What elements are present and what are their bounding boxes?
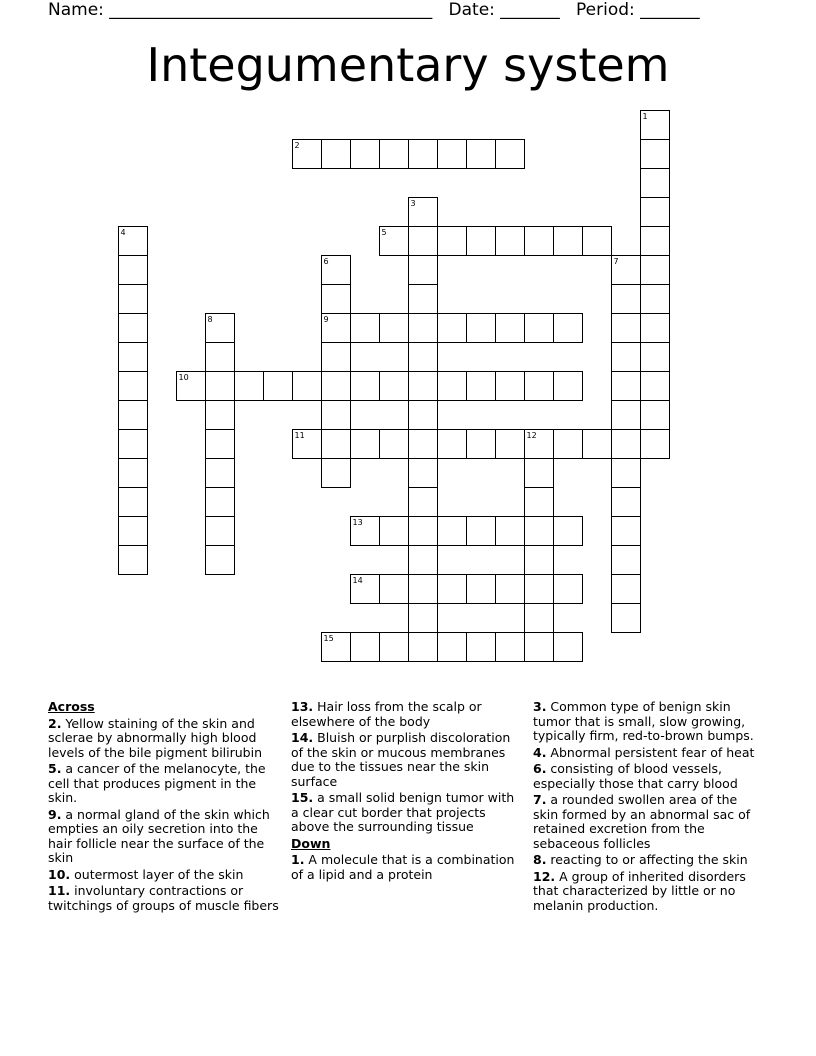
grid-cell[interactable] <box>118 487 148 517</box>
grid-cell[interactable] <box>640 342 670 372</box>
grid-cell[interactable] <box>611 400 641 430</box>
grid-cell[interactable] <box>524 458 554 488</box>
grid-cell[interactable] <box>379 574 409 604</box>
clue-item-text: Common type of benign skin tumor that is small, slow growing, typically firm, red-to-brown bumps. <box>533 699 754 743</box>
grid-cell[interactable] <box>524 574 554 604</box>
grid-cell[interactable] <box>437 632 467 662</box>
grid-cell[interactable] <box>408 574 438 604</box>
grid-cell[interactable] <box>205 342 235 372</box>
clue-number: 13 <box>352 517 363 527</box>
clue-item-number: 10. <box>48 866 71 882</box>
grid-cell[interactable] <box>408 400 438 430</box>
grid-cell[interactable] <box>292 139 322 169</box>
clue-section-heading: Down <box>291 835 331 851</box>
grid-cell[interactable] <box>408 139 438 169</box>
name-label: Name: <box>48 0 104 20</box>
page-title: Integumentary system <box>146 38 670 92</box>
grid-cell[interactable] <box>118 429 148 459</box>
clue-item-text: A group of inherited disorders that characterized by little or no melanin production. <box>533 868 746 913</box>
grid-cell[interactable] <box>640 226 670 256</box>
grid-cell[interactable] <box>408 284 438 314</box>
clue-item <box>533 762 765 791</box>
clue-item <box>48 762 280 806</box>
grid-cell[interactable] <box>553 371 583 401</box>
clue-item-number: 5. <box>48 761 62 776</box>
grid-cell[interactable] <box>495 371 525 401</box>
grid-cell[interactable] <box>640 255 670 285</box>
grid-cell[interactable] <box>466 139 496 169</box>
grid-cell[interactable] <box>234 371 264 401</box>
clue-number: 12 <box>526 430 537 440</box>
grid-cell[interactable] <box>408 603 438 633</box>
clue-item-text: reacting to or affecting the skin <box>546 852 748 867</box>
grid-cell[interactable] <box>524 487 554 517</box>
grid-cell[interactable] <box>350 371 380 401</box>
grid-cell[interactable] <box>321 284 351 314</box>
grid-cell[interactable] <box>321 342 351 372</box>
grid-cell[interactable] <box>176 371 206 401</box>
grid-cell[interactable] <box>408 255 438 285</box>
clue-item-text: involuntary contractions or twitchings of groups of muscle fibers <box>48 883 279 913</box>
grid-cell[interactable] <box>379 139 409 169</box>
clue-item-number: 4. <box>533 744 547 760</box>
grid-cell[interactable] <box>495 226 525 256</box>
grid-cell[interactable] <box>321 458 351 488</box>
grid-cell[interactable] <box>466 632 496 662</box>
grid-cell[interactable] <box>118 516 148 546</box>
clue-item <box>533 853 765 868</box>
grid-cell[interactable] <box>350 139 380 169</box>
grid-cell[interactable] <box>350 429 380 459</box>
grid-cell[interactable] <box>321 371 351 401</box>
grid-cell[interactable] <box>437 429 467 459</box>
grid-cell[interactable] <box>553 574 583 604</box>
clue-number: 15 <box>323 633 334 643</box>
date-blank[interactable]: _______ <box>500 0 560 20</box>
grid-cell[interactable] <box>118 371 148 401</box>
clue-number: 7 <box>613 256 619 266</box>
grid-cell[interactable] <box>118 400 148 430</box>
grid-cell[interactable] <box>495 574 525 604</box>
grid-cell[interactable] <box>408 632 438 662</box>
grid-cell[interactable] <box>553 313 583 343</box>
clue-item-number: 6. <box>533 761 547 776</box>
grid-cell[interactable] <box>321 429 351 459</box>
clue-item-number: 11. <box>48 883 71 898</box>
grid-cell[interactable] <box>321 139 351 169</box>
clue-item-number: 8. <box>533 852 547 867</box>
grid-cell[interactable] <box>321 255 351 285</box>
grid-cell[interactable] <box>350 632 380 662</box>
clue-item <box>533 746 765 761</box>
clue-item-number: 15. <box>291 790 314 805</box>
clue-item-number: 7. <box>533 792 547 807</box>
clue-item-text: Yellow staining of the skin and sclerae by abnormally high blood levels of the bile pigment bilirubin <box>48 715 263 760</box>
grid-cell[interactable] <box>437 574 467 604</box>
grid-cell[interactable] <box>495 313 525 343</box>
grid-cell[interactable] <box>437 139 467 169</box>
grid-cell[interactable] <box>582 429 612 459</box>
clues-column-2 <box>291 700 523 884</box>
grid-cell[interactable] <box>118 313 148 343</box>
clue-item <box>291 700 523 729</box>
grid-cell[interactable] <box>408 342 438 372</box>
grid-cell[interactable] <box>495 632 525 662</box>
grid-cell[interactable] <box>408 545 438 575</box>
grid-cell[interactable] <box>205 458 235 488</box>
grid-cell[interactable] <box>205 313 235 343</box>
grid-cell[interactable] <box>611 458 641 488</box>
grid-cell[interactable] <box>524 313 554 343</box>
grid-cell[interactable] <box>350 574 380 604</box>
grid-cell[interactable] <box>408 371 438 401</box>
clue-number: 11 <box>294 430 305 440</box>
clue-item-text: consisting of blood vessels, especially those that carry blood <box>533 761 738 791</box>
grid-cell[interactable] <box>524 371 554 401</box>
clue-number: 14 <box>352 575 363 585</box>
grid-cell[interactable] <box>640 284 670 314</box>
grid-cell[interactable] <box>553 226 583 256</box>
grid-cell[interactable] <box>321 632 351 662</box>
date-label: Date: <box>448 0 495 20</box>
clue-item <box>291 791 523 835</box>
grid-cell[interactable] <box>466 574 496 604</box>
grid-cell[interactable] <box>611 255 641 285</box>
grid-cell[interactable] <box>379 313 409 343</box>
clue-item <box>533 870 765 914</box>
grid-cell[interactable] <box>640 400 670 430</box>
grid-cell[interactable] <box>379 371 409 401</box>
clue-item-number: 14. <box>291 730 314 745</box>
grid-cell[interactable] <box>611 371 641 401</box>
grid-cell[interactable] <box>321 400 351 430</box>
grid-cell[interactable] <box>118 545 148 575</box>
grid-cell[interactable] <box>611 487 641 517</box>
grid-cell[interactable] <box>292 371 322 401</box>
grid-cell[interactable] <box>611 516 641 546</box>
clue-number: 9 <box>323 314 329 324</box>
clue-item <box>291 731 523 789</box>
clue-item <box>48 884 280 913</box>
grid-cell[interactable] <box>611 545 641 575</box>
grid-cell[interactable] <box>118 458 148 488</box>
grid-cell[interactable] <box>118 284 148 314</box>
grid-cell[interactable] <box>408 226 438 256</box>
grid-cell[interactable] <box>524 429 554 459</box>
grid-cell[interactable] <box>640 139 670 169</box>
clue-item-text: Bluish or purplish discoloration of the skin or mucous membranes due to the tissues near the skin surface <box>291 730 511 789</box>
grid-cell[interactable] <box>611 313 641 343</box>
grid-cell[interactable] <box>466 371 496 401</box>
clue-item <box>48 717 280 761</box>
clue-item-number: 13. <box>291 699 314 714</box>
grid-cell[interactable] <box>524 545 554 575</box>
grid-cell[interactable] <box>553 632 583 662</box>
clue-item <box>48 808 280 866</box>
grid-cell[interactable] <box>524 516 554 546</box>
grid-cell[interactable] <box>379 226 409 256</box>
grid-cell[interactable] <box>205 371 235 401</box>
grid-cell[interactable] <box>466 429 496 459</box>
grid-cell[interactable] <box>524 226 554 256</box>
grid-cell[interactable] <box>640 197 670 227</box>
clue-item <box>291 853 523 882</box>
grid-cell[interactable] <box>640 313 670 343</box>
clue-number: 2 <box>294 140 300 150</box>
grid-cell[interactable] <box>408 458 438 488</box>
grid-cell[interactable] <box>292 429 322 459</box>
clue-item-number: 9. <box>48 806 62 822</box>
clue-number: 1 <box>642 111 648 121</box>
grid-cell[interactable] <box>611 574 641 604</box>
grid-cell[interactable] <box>640 371 670 401</box>
grid-cell[interactable] <box>611 603 641 633</box>
clue-number: 3 <box>410 198 416 208</box>
grid-cell[interactable] <box>553 516 583 546</box>
clue-item-text: A molecule that is a combination of a lipid and a protein <box>291 852 515 882</box>
period-label: Period: <box>576 0 635 20</box>
clue-item-text: a normal gland of the skin which empties an oily secretion into the hair follicle near the surface of the skin <box>48 806 270 865</box>
grid-cell[interactable] <box>205 487 235 517</box>
grid-cell[interactable] <box>408 516 438 546</box>
grid-cell[interactable] <box>466 516 496 546</box>
grid-cell[interactable] <box>118 342 148 372</box>
grid-cell[interactable] <box>611 342 641 372</box>
grid-cell[interactable] <box>408 197 438 227</box>
clue-item-number: 12. <box>533 868 556 884</box>
grid-cell[interactable] <box>437 371 467 401</box>
grid-cell[interactable] <box>495 139 525 169</box>
clue-item-text: a rounded swollen area of the skin formed by an abnormal sac of retained excretion from the sebaceous follicles <box>533 792 751 851</box>
clues-column-1 <box>48 700 280 915</box>
grid-cell[interactable] <box>408 429 438 459</box>
grid-cell[interactable] <box>118 255 148 285</box>
grid-cell[interactable] <box>466 313 496 343</box>
grid-cell[interactable] <box>437 226 467 256</box>
clue-item-number: 3. <box>533 699 547 714</box>
grid-cell[interactable] <box>640 110 670 140</box>
grid-cell[interactable] <box>466 226 496 256</box>
grid-cell[interactable] <box>350 516 380 546</box>
grid-cell[interactable] <box>408 313 438 343</box>
grid-cell[interactable] <box>437 516 467 546</box>
clue-number: 6 <box>323 256 329 266</box>
period-blank[interactable]: _______ <box>640 0 700 20</box>
clue-section-heading: Across <box>48 699 95 714</box>
clue-number: 4 <box>120 227 126 237</box>
grid-cell[interactable] <box>379 632 409 662</box>
grid-cell[interactable] <box>582 226 612 256</box>
grid-cell[interactable] <box>263 371 293 401</box>
grid-cell[interactable] <box>640 429 670 459</box>
grid-cell[interactable] <box>205 545 235 575</box>
clue-item <box>533 793 765 851</box>
grid-cell[interactable] <box>495 516 525 546</box>
grid-cell[interactable] <box>379 429 409 459</box>
clue-item-text: Abnormal persistent fear of heat <box>546 744 755 760</box>
clue-item-number: 1. <box>291 852 305 867</box>
grid-cell[interactable] <box>611 429 641 459</box>
grid-cell[interactable] <box>118 226 148 256</box>
grid-cell[interactable] <box>524 632 554 662</box>
clue-item-text: outermost layer of the skin <box>70 866 244 882</box>
clue-item <box>48 868 280 883</box>
grid-cell[interactable] <box>495 429 525 459</box>
name-blank[interactable]: ______________________________________ <box>109 0 433 20</box>
clue-item-number: 2. <box>48 715 62 731</box>
grid-cell[interactable] <box>408 487 438 517</box>
grid-cell[interactable] <box>524 603 554 633</box>
clues-column-3 <box>533 700 765 915</box>
grid-cell[interactable] <box>437 313 467 343</box>
grid-cell[interactable] <box>205 400 235 430</box>
grid-cell[interactable] <box>553 429 583 459</box>
grid-cell[interactable] <box>205 516 235 546</box>
grid-cell[interactable] <box>379 516 409 546</box>
clue-number: 10 <box>178 372 189 382</box>
clue-item <box>533 700 765 744</box>
clue-item-text: Hair loss from the scalp or elsewhere of the body <box>291 699 482 729</box>
grid-cell[interactable] <box>350 313 380 343</box>
clue-number: 8 <box>207 314 213 324</box>
clue-item-text: a small solid benign tumor with a clear cut border that projects above the surrounding tissue <box>291 790 515 834</box>
clue-number: 5 <box>381 227 387 237</box>
clue-item-text: a cancer of the melanocyte, the cell that produces pigment in the skin. <box>48 761 266 805</box>
grid-cell[interactable] <box>321 313 351 343</box>
grid-cell[interactable] <box>611 284 641 314</box>
grid-cell[interactable] <box>205 429 235 459</box>
grid-cell[interactable] <box>640 168 670 198</box>
